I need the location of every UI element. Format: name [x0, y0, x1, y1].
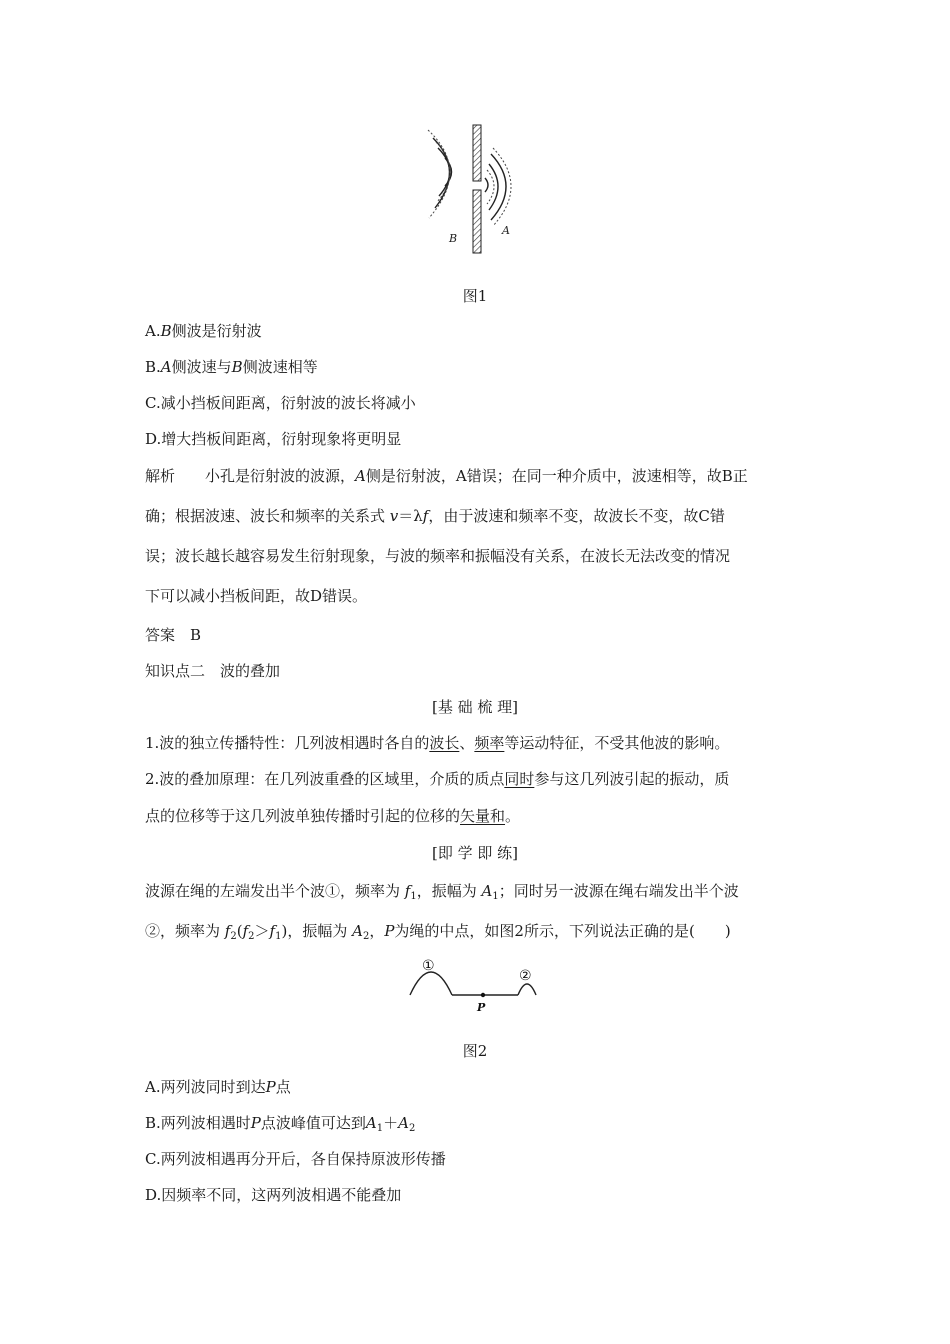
blank-answer: 同时	[504, 770, 535, 788]
text: (	[236, 922, 243, 940]
variable: P	[384, 922, 395, 940]
option-prefix: B.	[145, 358, 161, 376]
analysis-label: 解析	[145, 467, 176, 485]
option-text: 侧波速相等	[242, 358, 318, 376]
subscript: 2	[408, 1123, 416, 1134]
variable: A	[160, 358, 172, 376]
subscript: 2	[248, 931, 255, 942]
figure-1-label-b: B	[449, 232, 458, 245]
figure-1-label-a: A	[502, 224, 510, 237]
variable: P	[250, 1114, 261, 1132]
q2-option-c: C.两列波相遇再分开后，各自保持原波形传播	[145, 1150, 446, 1168]
blank-answer: 频率	[474, 734, 505, 752]
text: ＋	[383, 1114, 399, 1132]
text: ＞	[254, 922, 270, 940]
option-text: 侧波是衍射波	[171, 322, 262, 340]
text: 、	[459, 734, 475, 752]
figure-1-diffraction-diagram	[425, 120, 530, 260]
q1-option-d: D.增大挡板间距离，衍射现象将更明显	[145, 430, 402, 448]
option-prefix: A.	[145, 322, 161, 340]
q2-line-1	[145, 880, 739, 902]
formula-v: v	[389, 507, 399, 525]
principle-1	[145, 732, 729, 754]
text: 侧是衍射波，A错误；在同一种介质中，波速相等，故B正	[365, 467, 748, 485]
answer-line	[145, 624, 201, 646]
variable: A	[398, 1114, 409, 1132]
text: A.两列波同时到达	[145, 1078, 266, 1096]
formula-eq: ＝λ	[398, 507, 423, 525]
basics-header: [基 础 梳 理]	[431, 698, 518, 716]
analysis-line-1	[145, 465, 748, 487]
figure-2-label-p: P	[477, 1001, 486, 1014]
practice-header: [即 学 即 练]	[431, 844, 518, 862]
text: 。	[505, 807, 521, 825]
text: ；同时另一波源在绳右端发出半个波	[498, 882, 739, 900]
figure-1-caption: 图1	[462, 287, 488, 305]
text: ，由于波速和频率不变，故波长不变，故C错	[428, 507, 725, 525]
answer-label: 答案	[145, 626, 176, 644]
figure-2-rope-diagram	[405, 955, 545, 1015]
variable: f	[224, 922, 231, 940]
variable: B	[231, 358, 243, 376]
text: B.两列波相遇时	[145, 1114, 251, 1132]
text: 参与这几列波引起的振动，质	[534, 770, 730, 788]
subscript: 1	[492, 891, 499, 902]
analysis-line-4: 下可以减小挡板间距，故D错误。	[145, 587, 368, 605]
variable: f	[269, 922, 276, 940]
text: 点的位移等于这几列波单独传播时引起的位移的	[145, 807, 461, 825]
variable: f	[242, 922, 249, 940]
variable: A	[365, 1114, 377, 1132]
text: 1.波的独立传播特性：几列波相遇时各自的	[145, 734, 430, 752]
text: ，振幅为	[416, 882, 482, 900]
q2-option-a	[145, 1076, 291, 1098]
text: 等运动特征，不受其他波的影响。	[504, 734, 730, 752]
text: 点	[275, 1078, 291, 1096]
section-title: 知识点二 波的叠加	[145, 662, 281, 680]
figure-2-label-2: ②	[519, 968, 532, 984]
variable: B	[160, 322, 172, 340]
subscript: 2	[362, 931, 370, 942]
variable: P	[265, 1078, 276, 1096]
blank-answer: 波长	[429, 734, 460, 752]
figure-2-caption: 图2	[462, 1042, 488, 1060]
text: 2.波的叠加原理：在几列波重叠的区域里，介质的质点	[145, 770, 505, 788]
text: 为绳的中点，如图2所示，下列说法正确的是( )	[394, 922, 731, 940]
text: 波源在绳的左端发出半个波①，频率为	[145, 882, 405, 900]
variable: f	[404, 882, 411, 900]
analysis-line-3: 误；波长越长越容易发生衍射现象，与波的频率和振幅没有关系，在波长无法改变的情况	[145, 547, 731, 565]
text: 确；根据波速、波长和频率的关系式	[145, 507, 390, 525]
text: 点波峰值可达到	[260, 1114, 366, 1132]
q2-option-d: D.因频率不同，这两列波相遇不能叠加	[145, 1186, 402, 1204]
variable: A	[352, 922, 363, 940]
variable: A	[355, 467, 366, 485]
option-text: 侧波速与	[171, 358, 232, 376]
q2-option-b	[145, 1112, 415, 1134]
principle-2-line-1	[145, 768, 729, 790]
subscript: 1	[376, 1123, 384, 1134]
text: ②，频率为	[145, 922, 225, 940]
formula-f: f	[422, 507, 429, 525]
text: 小孔是衍射波的波源，	[205, 467, 356, 485]
analysis-line-2	[145, 505, 725, 527]
q1-option-a	[145, 320, 262, 342]
subscript: 2	[230, 931, 237, 942]
q1-option-c: C.减小挡板间距离，衍射波的波长将减小	[145, 394, 416, 412]
q2-line-2	[145, 920, 731, 942]
subscript: 1	[410, 891, 417, 902]
variable: A	[481, 882, 493, 900]
subscript: 1	[275, 931, 282, 942]
blank-answer: 矢量和	[460, 807, 506, 825]
text: )，振幅为	[281, 922, 353, 940]
answer-value: B	[190, 626, 202, 644]
text: ，	[369, 922, 385, 940]
q1-option-b	[145, 356, 318, 378]
figure-2-label-1: ①	[422, 958, 435, 974]
principle-2-line-2	[145, 805, 520, 827]
